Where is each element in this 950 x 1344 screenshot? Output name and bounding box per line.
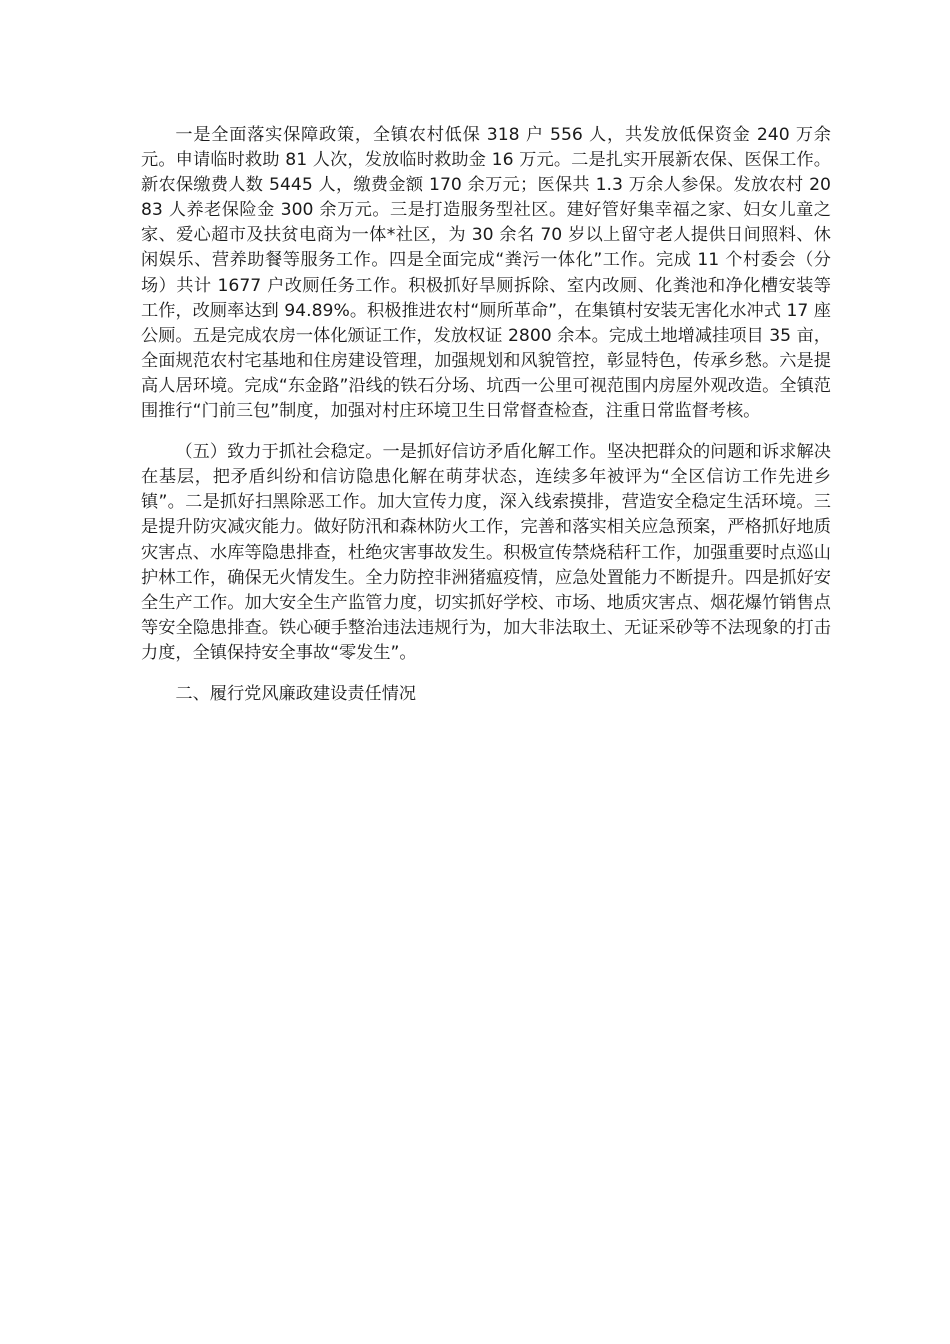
section-heading: 二、履行党风廉政建设责任情况 bbox=[175, 683, 417, 704]
paragraph-social-stability: （五）致力于抓社会稳定。一是抓好信访矛盾化解工作。坚决把群众的问题和诉求解决在基层，把矛盾纠纷和信访隐患化解在萌芽状态，连续多年被评为“全区信访工作先进乡镇”。二是抓好扫黑除恶工作。加大宣传力度，深入线索摸排，营造安全稳定生活环境。三是提升防灾减灾能力。做好防汛和森林防火工作，完善和落实相关应急预案，严格抓好地质灾害点、水库等隐患排查，杜绝灾害事故发生。积极宣传禁烧秸秆工作，加强重要时点巡山护林工作，确保无火情发生。全力防控非洲猪瘟疫情，应急处置能力不断提升。四是抓好安全生产工作。加大安全生产监管力度，切实抓好学校、市场、地质灾害点、烟花爆竹销售点等安全隐患排查。铁心硬手整治违法违规行为，加大非法取土、无证采砂等不法现象的打击力度，全镇保持安全事故“零发生”。 bbox=[141, 442, 831, 663]
document-body bbox=[141, 123, 831, 707]
paragraph-social-security: 一是全面落实保障政策，全镇农村低保 318 户 556 人，共发放低保资金 240 万余元。申请临时救助 81 人次，发放临时救助金 16 万元。二是扎实开展新农保、医保工作。新农保缴费人数 5445 人，缴费金额 170 余万元；医保共 1.3 万余人参保。发放农村 2083 人养老保险金 300 余万元。三是打造服务型社区。建好管好集幸福之家、妇女儿童之家、爱心超市及扶贫电商为一体*社区，为 30 余名 70 岁以上留守老人提供日间照料、休闲娱乐、营养助餐等服务工作。四是全面完成“粪污一体化”工作。完成 11 个村委会（分场）共计 1677 户改厕任务工作。积极抓好旱厕拆除、室内改厕、化粪池和净化槽安装等工作，改厕率达到 94.89%。积极推进农村“厕所革命”，在集镇村安装无害化水冲式 17 座公厕。五是完成农房一体化颁证工作，发放权证 2800 余本。完成土地增减挂项目 35 亩，全面规范农村宅基地和住房建设管理，加强规划和风貌管控，彰显特色，传承乡愁。六是提高人居环境。完成“东金路”沿线的铁石分场、坑西一公里可视范围内房屋外观改造。全镇范围推行“门前三包”制度，加强对村庄环境卫生日常督查检查，注重日常监督考核。 bbox=[141, 125, 831, 422]
